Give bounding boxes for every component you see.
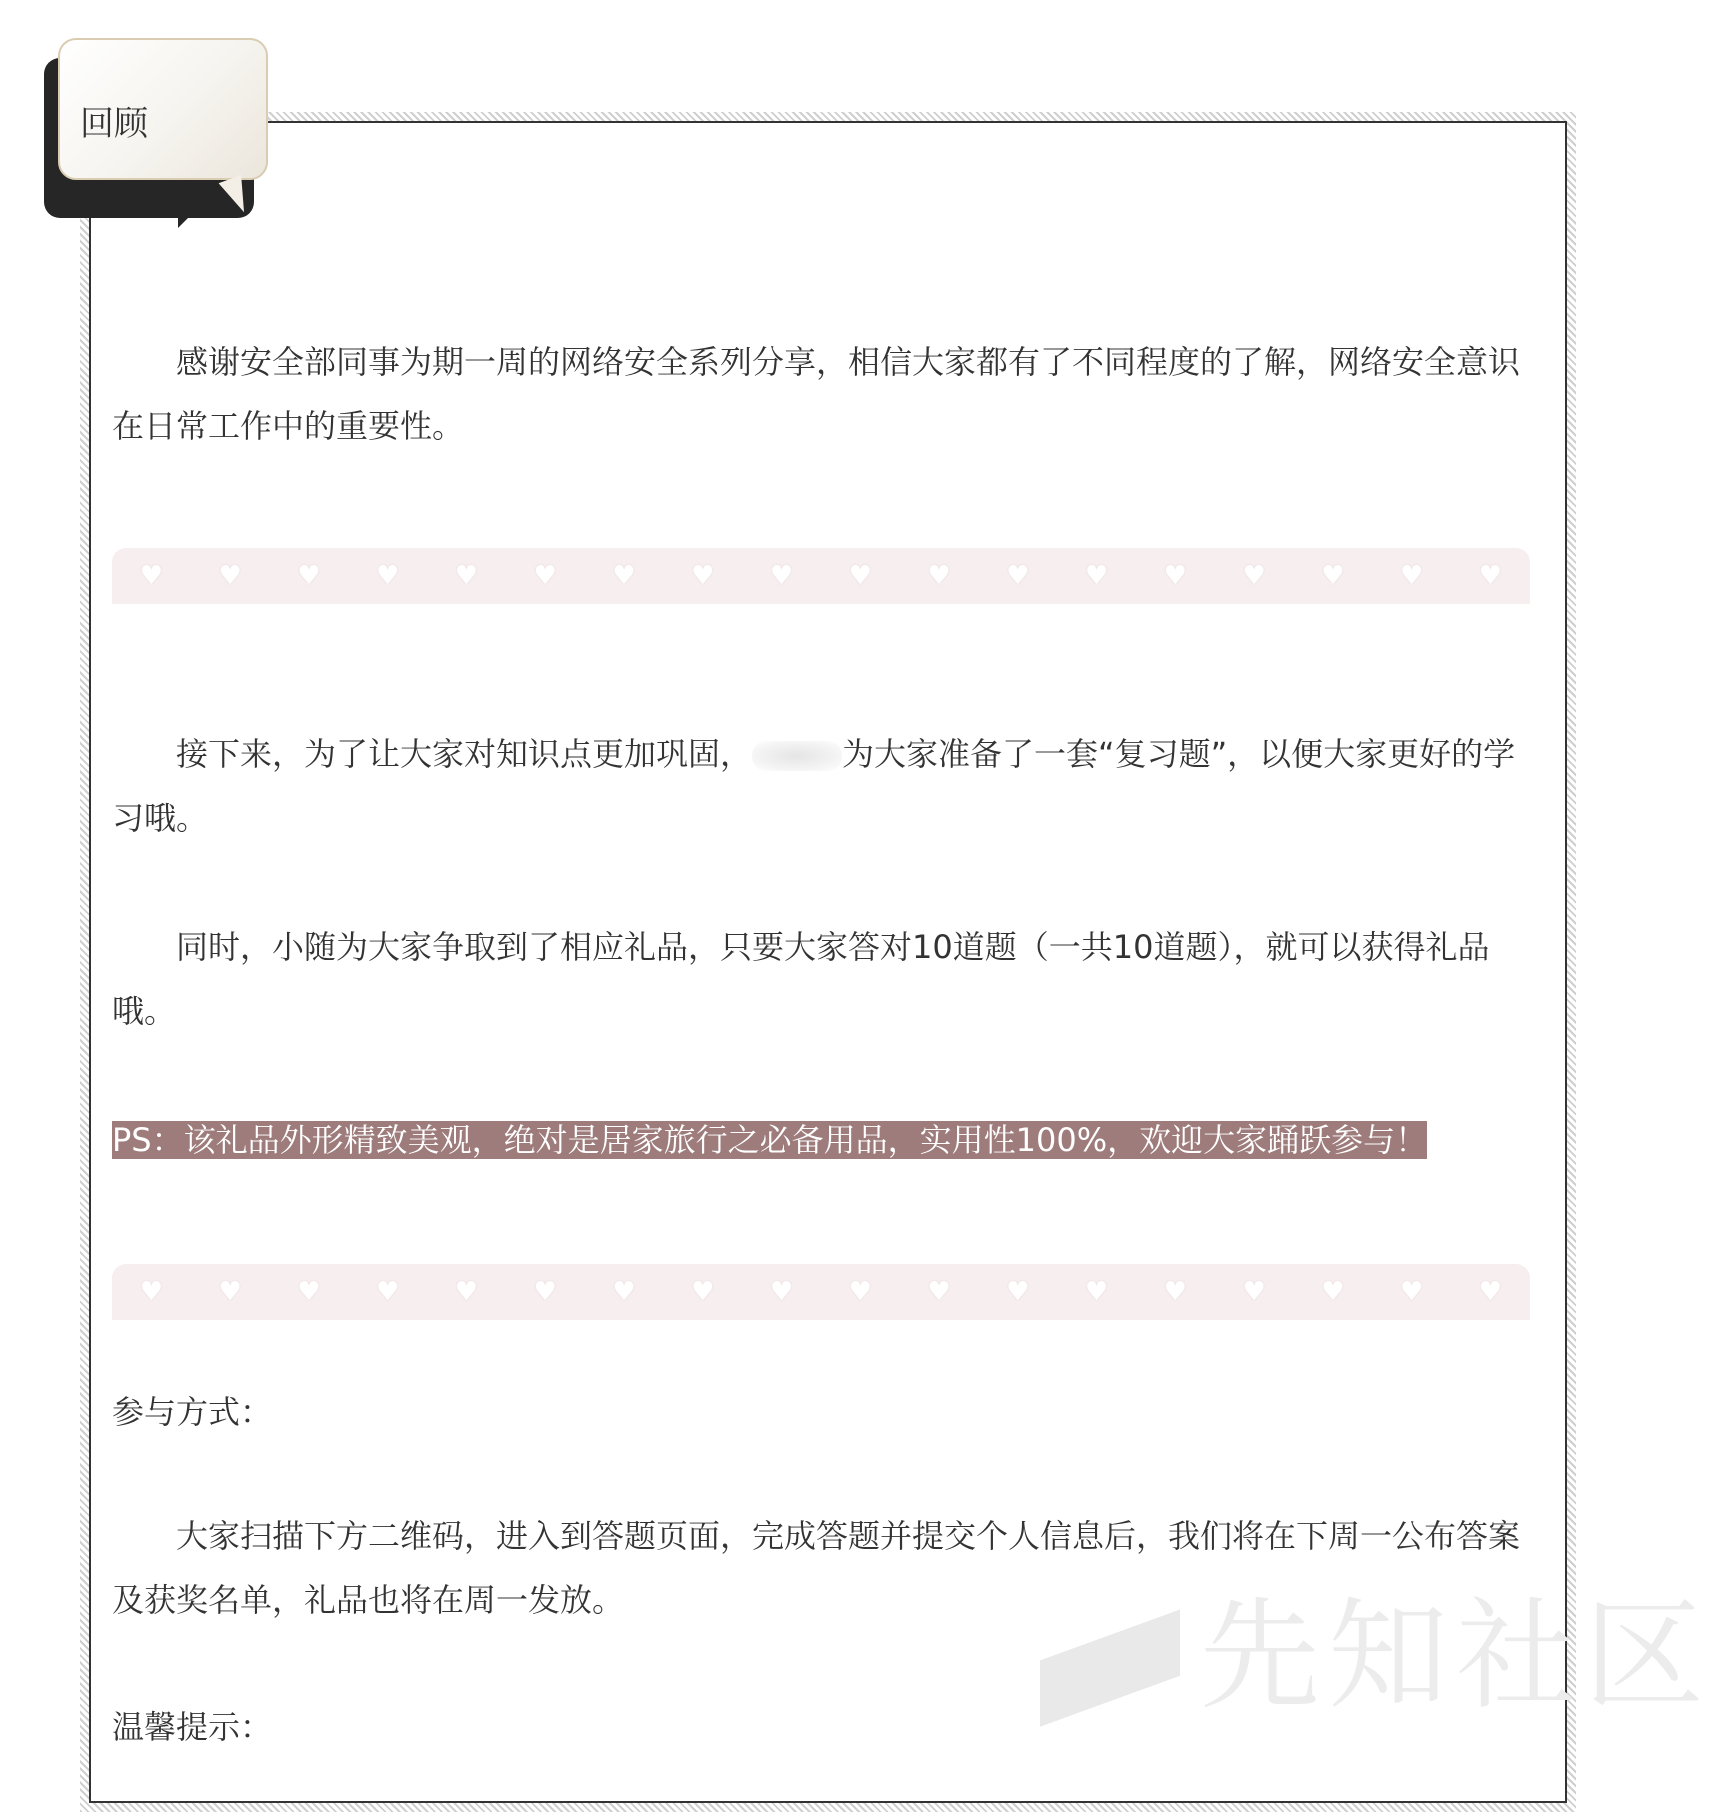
heart-icon: ♥ (612, 561, 636, 591)
heart-icon: ♥ (1321, 561, 1345, 591)
heart-icon: ♥ (218, 561, 242, 591)
heart-icon: ♥ (1163, 1277, 1187, 1307)
heart-icon: ♥ (139, 561, 164, 591)
heart-divider-bottom (112, 1264, 1530, 1320)
ps-note (112, 1108, 1530, 1172)
heart-icon: ♥ (1084, 561, 1109, 591)
next-paragraph (112, 722, 1530, 850)
gift-paragraph: 同时，小随为大家争取到了相应礼品，只要大家答对10道题（一共10道题），就可以获得礼品哦。 (112, 928, 1490, 1030)
heart-divider-top (112, 548, 1530, 604)
tip-label: 温馨提示： (112, 1708, 273, 1746)
heart-icon: ♥ (218, 1277, 242, 1307)
heart-icon: ♥ (454, 1277, 479, 1307)
heart-icon: ♥ (1399, 1277, 1424, 1307)
watermark (1040, 1560, 1712, 1732)
heart-icon: ♥ (691, 561, 715, 591)
heart-icon: ♥ (848, 561, 872, 591)
heart-icon: ♥ (533, 1277, 557, 1307)
watermark-logo-icon (1040, 1561, 1180, 1731)
heart-icon: ♥ (1006, 561, 1030, 591)
method-label: 参与方式： (112, 1393, 273, 1431)
thanks-paragraph: 感谢安全部同事为期一周的网络安全系列分享，相信大家都有了不同程度的了解，网络安全意识在日常工作中的重要性。 (112, 343, 1521, 445)
heart-icon: ♥ (1163, 561, 1187, 591)
watermark-text: 先知社区 (1200, 1587, 1712, 1726)
heart-icon: ♥ (612, 1277, 636, 1307)
heart-icon: ♥ (376, 561, 400, 591)
heart-icon: ♥ (691, 1277, 715, 1307)
next-text-end: 为大家准备了一套“复习题”，以便大家更好的学习哦。 (112, 735, 1516, 837)
heart-icon: ♥ (1084, 1277, 1109, 1307)
method-paragraph: 大家扫描下方二维码，进入到答题页面，完成答题并提交个人信息后，我们将在下周一公布答案及获奖名单，礼品也将在周一发放。 (112, 1517, 1521, 1619)
blurred-name (752, 741, 842, 771)
heart-icon: ♥ (1242, 561, 1266, 591)
heart-icon: ♥ (1478, 1277, 1503, 1307)
heart-icon: ♥ (769, 1277, 794, 1307)
ps-note-text: PS：该礼品外形精致美观，绝对是居家旅行之必备用品，实用性100%，欢迎大家踊跃参与！ (112, 1121, 1428, 1159)
heart-icon: ♥ (1478, 561, 1503, 591)
heart-icon: ♥ (297, 1277, 321, 1307)
heart-icon: ♥ (1399, 561, 1424, 591)
heart-icon: ♥ (297, 561, 321, 591)
heart-icon: ♥ (927, 561, 951, 591)
heart-icon: ♥ (376, 1277, 400, 1307)
section-heading-bubble (44, 38, 274, 238)
heart-icon: ♥ (139, 1277, 164, 1307)
heart-icon: ♥ (533, 561, 557, 591)
heart-icon: ♥ (848, 1277, 872, 1307)
next-text-start: 接下来，为了让大家对知识点更加巩固， (176, 735, 753, 773)
heart-icon: ♥ (927, 1277, 951, 1307)
heart-icon: ♥ (1006, 1277, 1030, 1307)
heart-icon: ♥ (769, 561, 794, 591)
heart-icon: ♥ (1242, 1277, 1266, 1307)
heart-icon: ♥ (454, 561, 479, 591)
heart-icon: ♥ (1321, 1277, 1345, 1307)
section-heading-label: 回顾 (80, 104, 148, 144)
